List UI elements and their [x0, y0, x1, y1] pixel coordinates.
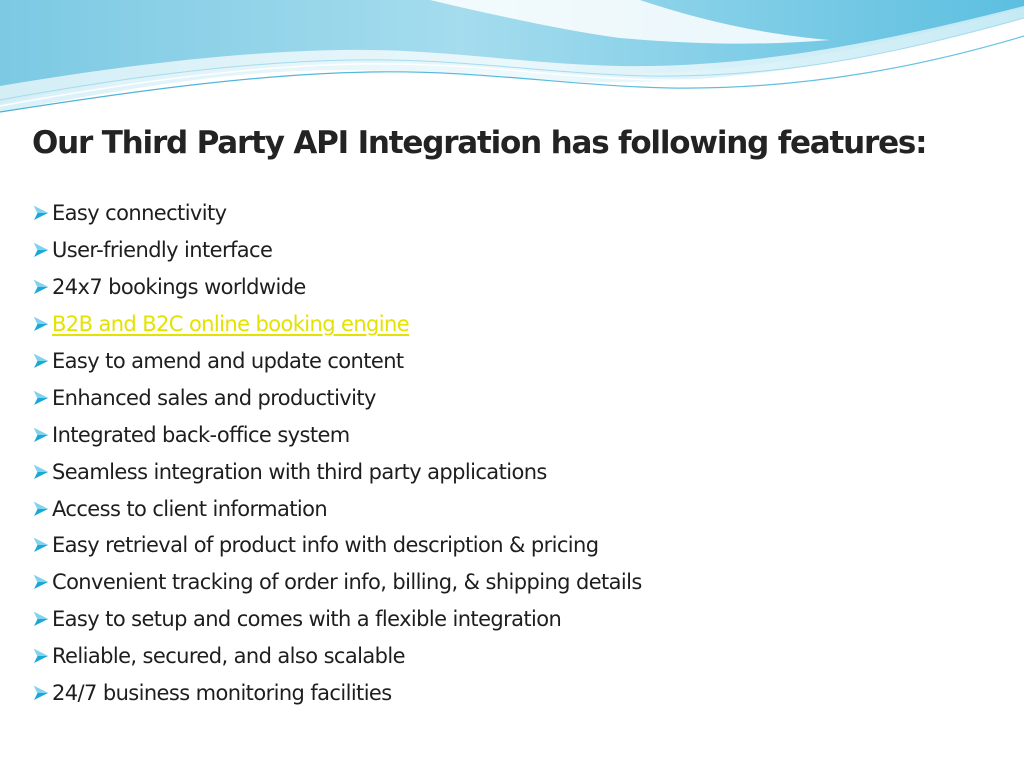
arrowhead-bullet-icon	[32, 463, 50, 481]
arrowhead-bullet-icon	[32, 204, 50, 222]
feature-label: Easy connectivity	[52, 201, 227, 226]
feature-item	[32, 490, 642, 527]
feature-label: Enhanced sales and productivity	[52, 385, 376, 410]
feature-item	[32, 638, 642, 675]
feature-label: Easy retrieval of product info with description & pricing	[52, 533, 599, 558]
feature-label: Convenient tracking of order info, billing, & shipping details	[52, 570, 642, 595]
feature-item	[32, 564, 642, 601]
feature-label: User-friendly interface	[52, 238, 273, 263]
feature-item	[32, 416, 642, 453]
feature-item	[32, 343, 642, 380]
feature-item	[32, 527, 642, 564]
arrowhead-bullet-icon	[32, 536, 50, 554]
feature-label: 24/7 business monitoring facilities	[52, 681, 392, 706]
arrowhead-bullet-icon	[32, 352, 50, 370]
feature-label: 24x7 bookings worldwide	[52, 275, 306, 300]
feature-item	[32, 379, 642, 416]
feature-item	[32, 269, 642, 306]
arrowhead-bullet-icon	[32, 389, 50, 407]
arrowhead-bullet-icon	[32, 647, 50, 665]
arrowhead-bullet-icon	[32, 610, 50, 628]
feature-item	[32, 453, 642, 490]
arrowhead-bullet-icon	[32, 684, 50, 702]
arrowhead-bullet-icon	[32, 315, 50, 333]
arrowhead-bullet-icon	[32, 278, 50, 296]
feature-label: Seamless integration with third party applications	[52, 459, 547, 484]
arrowhead-bullet-icon	[32, 500, 50, 518]
feature-label: Easy to amend and update content	[52, 349, 404, 373]
slide-title: Our Third Party API Integration has following features:	[32, 125, 927, 161]
feature-label: Reliable, secured, and also scalable	[52, 644, 405, 669]
feature-item	[32, 675, 642, 712]
feature-label: Access to client information	[52, 496, 328, 521]
arrowhead-bullet-icon	[32, 241, 50, 259]
feature-link[interactable]: B2B and B2C online booking engine	[52, 312, 410, 337]
feature-list	[32, 195, 642, 711]
feature-label: Easy to setup and comes with a flexible integration	[52, 607, 562, 632]
arrowhead-bullet-icon	[32, 573, 50, 591]
feature-item	[32, 601, 642, 638]
feature-item	[32, 232, 642, 269]
feature-item	[32, 195, 642, 232]
feature-item[interactable]	[32, 306, 642, 343]
arrowhead-bullet-icon	[32, 426, 50, 444]
header-wave-decoration	[0, 0, 1024, 130]
feature-label: Integrated back-office system	[52, 422, 350, 447]
